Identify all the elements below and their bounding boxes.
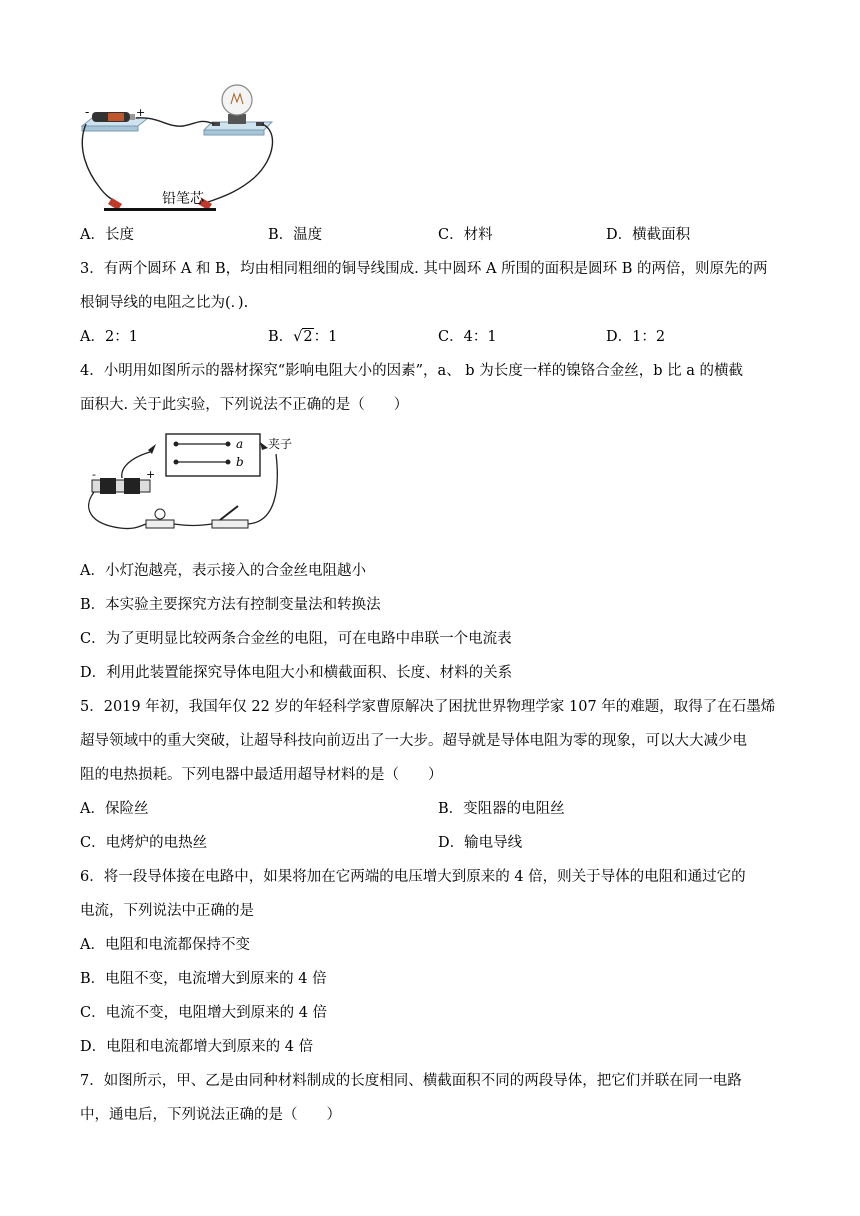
q2-option-d: D．横截面积 [606,227,691,243]
battery-minus-label-2: - [92,468,96,481]
q7-stem-line2: 中，通电后，下列说法正确的是（ ） [80,1107,341,1123]
battery-plus-label-2: + [146,468,156,481]
q2-option-a: A．长度 [80,227,134,243]
q3-option-b-radicand: 2 [303,329,313,345]
q7-stem-line1: 7．如图所示，甲、乙是由同种材料制成的长度相同、横截面积不同的两段导体，把它们并联在同一电路 [80,1073,742,1089]
q4-option-b: B．本实验主要探究方法有控制变量法和转换法 [80,597,381,613]
q5-option-b: B．变阻器的电阻丝 [438,801,565,817]
q4-option-d: D．利用此装置能探究导体电阻大小和横截面积、长度、材料的关系 [80,665,513,681]
q6-option-c: C．电流不变，电阻增大到原来的 4 倍 [80,1005,328,1021]
q5-option-a: A．保险丝 [80,801,149,817]
q3-option-a: A．2：1 [80,329,138,345]
circuit-figure-pencil-lead [78,78,298,218]
q3-option-b-prefix: B． [268,329,294,345]
q6-option-d: D．电阻和电流都增大到原来的 4 倍 [80,1039,314,1055]
q6-stem-line1: 6．将一段导体接在电路中，如果将加在它两端的电压增大到原来的 4 倍，则关于导体的电阻和通过它的 [80,869,746,885]
q6-stem-line2: 电流，下列说法中正确的是 [80,903,254,919]
q2-option-c: C．材料 [438,227,493,243]
q4-option-a: A．小灯泡越亮，表示接入的合金丝电阻越小 [80,563,366,579]
q4-stem-line2: 面积大. 关于此实验，下列说法不正确的是（ ） [80,397,409,413]
battery-minus-label: - [85,105,90,119]
q5-stem-line1: 5．2019 年初，我国年仅 22 岁的年轻科学家曹原解决了困扰世界物理学家 107 年的难题，取得了在石墨烯 [80,699,776,715]
circuit-figure-alloy-wires [80,428,310,550]
q5-option-c: C．电烤炉的电热丝 [80,835,208,851]
wire-a-label: a [236,437,244,451]
pencil-lead-caption: 铅笔芯 [162,191,204,207]
q4-stem-line1: 4．小明用如图所示的器材探究“影响电阻大小的因素”，a、 b 为长度一样的镍铬合金丝，b 比 a 的横截 [80,363,743,379]
q3-option-d: D．1：2 [606,329,666,345]
q3-stem-line2: 根铜导线的电阻之比为(．). [80,295,249,311]
wire-b-label: b [236,455,244,469]
q5-option-d: D．输电导线 [438,835,523,851]
q3-option-c: C．4：1 [438,329,497,345]
q6-option-a: A．电阻和电流都保持不变 [80,937,250,953]
q4-option-c: C．为了更明显比较两条合金丝的电阻，可在电路中串联一个电流表 [80,631,512,647]
sqrt-symbol: √2 [293,329,313,345]
q3-stem-line1: 3．有两个圆环 A 和 B，均由相同粗细的铜导线围成. 其中圆环 A 所围的面积是圆环 B 的两倍，则原先的两 [80,261,768,277]
q5-stem-line3: 阻的电热损耗。下列电器中最适用超导材料的是（ ） [80,767,443,783]
q3-option-b [268,327,337,347]
q6-option-b: B．电阻不变，电流增大到原来的 4 倍 [80,971,327,987]
battery-plus-label: + [136,106,146,119]
q2-option-b: B．温度 [268,227,323,243]
clip-label: 夹子 [268,437,293,451]
q3-option-b-suffix: ：1 [313,329,338,345]
q5-stem-line2: 超导领域中的重大突破，让超导科技向前迈出了一大步。超导就是导体电阻为零的现象，可以大大减少电 [80,733,747,749]
